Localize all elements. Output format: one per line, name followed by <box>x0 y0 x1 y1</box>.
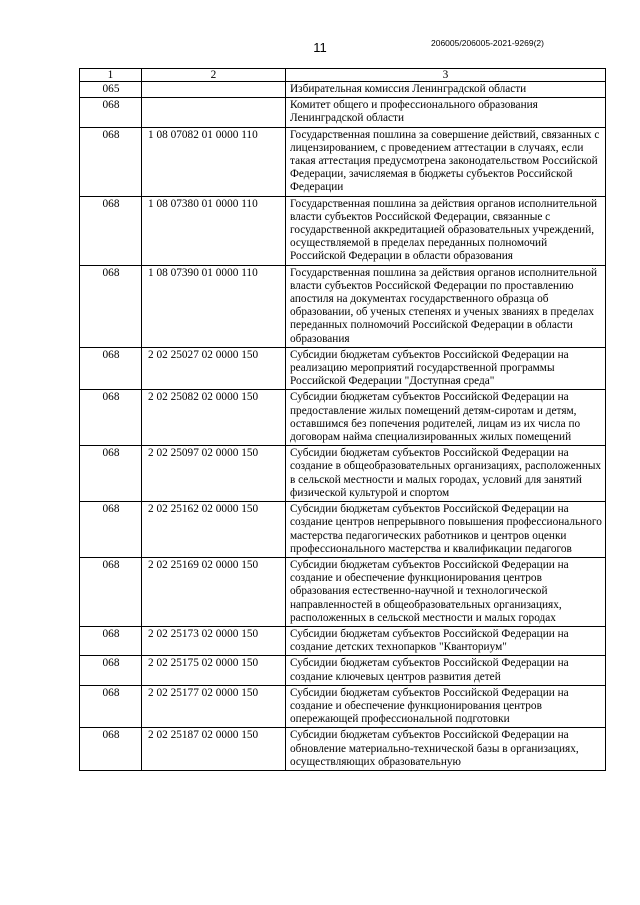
budget-code-cell: 2 02 25027 02 0000 150 <box>142 347 286 390</box>
admin-code-cell: 065 <box>80 82 142 98</box>
admin-code-cell: 068 <box>80 196 142 265</box>
name-cell: Государственная пошлина за совершение действий, связанных с лицензированием, с проведением аттестации в случаях, если такая аттестация предусмотрена законодательством Российской Федерации, зачисляемая в бюджеты субъектов Российской Федерации <box>286 127 606 196</box>
budget-code-cell: 2 02 25187 02 0000 150 <box>142 728 286 771</box>
admin-code-cell: 068 <box>80 446 142 502</box>
table-row <box>80 446 606 502</box>
page-number: 11 <box>313 40 327 55</box>
name-cell: Субсидии бюджетам субъектов Российской Федерации на создание ключевых центров развития детей <box>286 656 606 685</box>
name-cell: Комитет общего и профессионального образования Ленинградской области <box>286 98 606 127</box>
name-cell: Субсидии бюджетам субъектов Российской Федерации на реализацию мероприятий государственной программы Российской Федерации "Доступная среда" <box>286 347 606 390</box>
table-row <box>80 98 606 127</box>
table-row <box>80 347 606 390</box>
column-header-3: 3 <box>286 69 606 82</box>
budget-code-cell: 1 08 07082 01 0000 110 <box>142 127 286 196</box>
budget-code-cell: 2 02 25082 02 0000 150 <box>142 390 286 446</box>
table-row <box>80 265 606 347</box>
table-row <box>80 626 606 655</box>
table-row <box>80 196 606 265</box>
admin-code-cell: 068 <box>80 390 142 446</box>
budget-code-cell <box>142 82 286 98</box>
name-cell: Государственная пошлина за действия органов исполнительной власти субъектов Российской Федерации, связанные с государственной аккредитацией образовательных учреждений, осуществляемой в пределах переданных полномочий Российской Федерации в области образования <box>286 196 606 265</box>
admin-code-cell: 068 <box>80 728 142 771</box>
budget-code-cell: 1 08 07390 01 0000 110 <box>142 265 286 347</box>
admin-code-cell: 068 <box>80 656 142 685</box>
budget-code-cell: 2 02 25097 02 0000 150 <box>142 446 286 502</box>
name-cell: Государственная пошлина за действия органов исполнительной власти субъектов Российской Федерации по проставлению апостиля на документах государственного образца об образовании, об ученых степенях и ученых званиях в пределах переданных полномочий Российской Федерации в области образования <box>286 265 606 347</box>
admin-code-cell: 068 <box>80 127 142 196</box>
budget-code-cell: 2 02 25177 02 0000 150 <box>142 685 286 728</box>
budget-code-cell: 2 02 25175 02 0000 150 <box>142 656 286 685</box>
admin-code-cell: 068 <box>80 626 142 655</box>
admin-code-cell: 068 <box>80 685 142 728</box>
table-row <box>80 127 606 196</box>
name-cell: Субсидии бюджетам субъектов Российской Федерации на обновление материально-технической базы в организациях, осуществляющих образовательную <box>286 728 606 771</box>
name-cell: Субсидии бюджетам субъектов Российской Федерации на создание в общеобразовательных организациях, расположенных в сельской местности и малых городах, условий для занятий физической культурой и спортом <box>286 446 606 502</box>
budget-code-cell <box>142 98 286 127</box>
table-row <box>80 390 606 446</box>
name-cell: Субсидии бюджетам субъектов Российской Федерации на создание центров непрерывного повышения профессионального мастерства педагогических работников и центров оценки профессионального мастерства и квалификации педагогов <box>286 502 606 558</box>
budget-codes-table <box>79 68 606 771</box>
budget-code-cell: 2 02 25173 02 0000 150 <box>142 626 286 655</box>
admin-code-cell: 068 <box>80 557 142 626</box>
admin-code-cell: 068 <box>80 347 142 390</box>
table-row <box>80 656 606 685</box>
column-header-2: 2 <box>142 69 286 82</box>
document-id: 206005/206005-2021-9269(2) <box>431 38 544 48</box>
table-header-row <box>80 69 606 82</box>
name-cell: Избирательная комиссия Ленинградской области <box>286 82 606 98</box>
budget-code-cell: 2 02 25169 02 0000 150 <box>142 557 286 626</box>
table-row <box>80 502 606 558</box>
table-row <box>80 728 606 771</box>
column-header-1: 1 <box>80 69 142 82</box>
budget-code-cell: 1 08 07380 01 0000 110 <box>142 196 286 265</box>
name-cell: Субсидии бюджетам субъектов Российской Федерации на создание и обеспечение функционирования центров образования естественно-научной и технологической направленностей в общеобразовательных организациях, расположенных в сельской местности и малых городах <box>286 557 606 626</box>
name-cell: Субсидии бюджетам субъектов Российской Федерации на создание детских технопарков "Кванториум" <box>286 626 606 655</box>
name-cell: Субсидии бюджетам субъектов Российской Федерации на предоставление жилых помещений детям-сиротам и детям, оставшимся без попечения родителей, лицам из их числа по договорам найма специализированных жилых помещений <box>286 390 606 446</box>
table-row <box>80 82 606 98</box>
name-cell: Субсидии бюджетам субъектов Российской Федерации на создание и обеспечение функционирования центров опережающей профессиональной подготовки <box>286 685 606 728</box>
table-row <box>80 685 606 728</box>
admin-code-cell: 068 <box>80 265 142 347</box>
admin-code-cell: 068 <box>80 98 142 127</box>
admin-code-cell: 068 <box>80 502 142 558</box>
table-row <box>80 557 606 626</box>
budget-code-cell: 2 02 25162 02 0000 150 <box>142 502 286 558</box>
